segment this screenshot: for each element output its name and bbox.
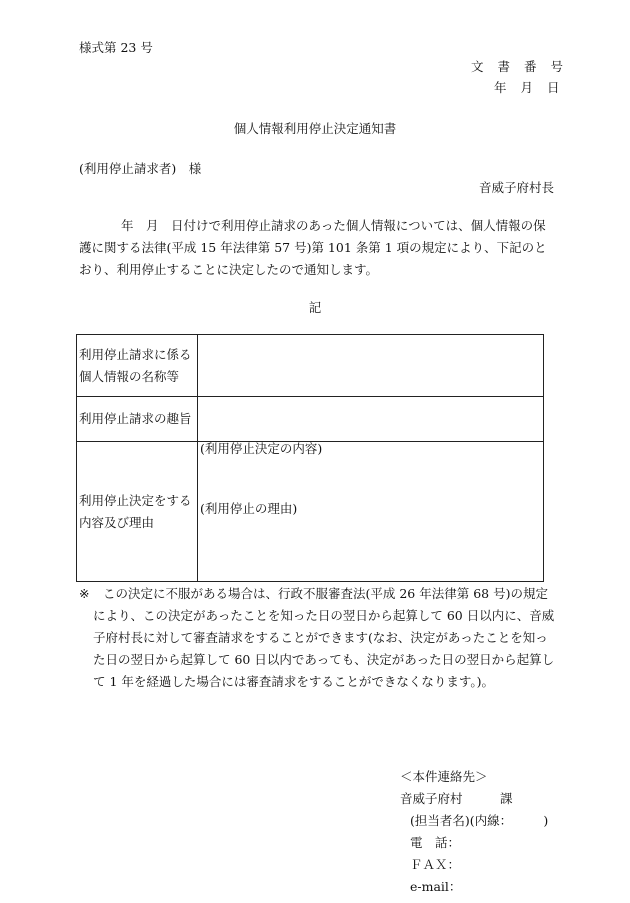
- contact-email: e-mail：: [410, 879, 462, 894]
- ki-heading: 記: [308, 300, 322, 315]
- row-value-target-info: [198, 335, 544, 397]
- date-label: 年月日: [494, 80, 574, 95]
- recipient-line: (利用停止請求者) 様: [79, 161, 202, 176]
- decision-table: [76, 334, 544, 582]
- note-mark: ※: [79, 586, 90, 601]
- decision-reason-label: (利用停止の理由): [200, 501, 298, 516]
- row-value-decision: [198, 442, 544, 582]
- appeal-note: [79, 583, 559, 693]
- decision-content-label: (利用停止決定の内容): [200, 441, 323, 456]
- row-label-request-purpose: 利用停止請求の趣旨: [77, 397, 198, 442]
- row-label-target-info: 利用停止請求に係る個人情報の名称等: [77, 335, 198, 397]
- document-number-label: 文書番号: [471, 59, 578, 74]
- sender-name: 音威子府村長: [479, 180, 555, 195]
- row-label-decision: 利用停止決定をする内容及び理由: [77, 442, 198, 582]
- note-text: この決定に不服がある場合は、行政不服審査法(平成 26 年法律第 68 号)の規定により、この決定があったことを知った日の翌日から起算して 60 日以内に、音威子府村長に対して審査請求をすることができます(なお、決定があったことを知った日の翌日から起算して 60 日以内であっても、決定があった日の翌日から起算して 1 年を経過した場合には審査請求をすることができなくなります。)。: [93, 586, 555, 689]
- contact-fax: ＦＡＸ：: [410, 857, 461, 872]
- contact-block: [400, 766, 548, 898]
- row-value-request-purpose: [198, 397, 544, 442]
- document-title: 個人情報利用停止決定通知書: [233, 121, 397, 136]
- body-text: 年 月 日付けで利用停止請求のあった個人情報については、個人情報の保護に関する法律(平成 15 年法律第 57 号)第 101 条第 1 項の規定により、下記のとおり、利用停止することに決定したので通知します。: [79, 218, 547, 277]
- contact-dept: 音威子府村 課: [400, 791, 513, 806]
- table-row: [77, 442, 544, 582]
- contact-heading: ＜本件連絡先＞: [400, 769, 488, 784]
- form-number: 様式第 23 号: [79, 40, 153, 55]
- table-row: [77, 335, 544, 397]
- body-paragraph: [79, 215, 556, 281]
- table-row: [77, 397, 544, 442]
- contact-phone: 電 話：: [410, 835, 461, 850]
- contact-person: (担当者名)(内線： ): [410, 813, 549, 828]
